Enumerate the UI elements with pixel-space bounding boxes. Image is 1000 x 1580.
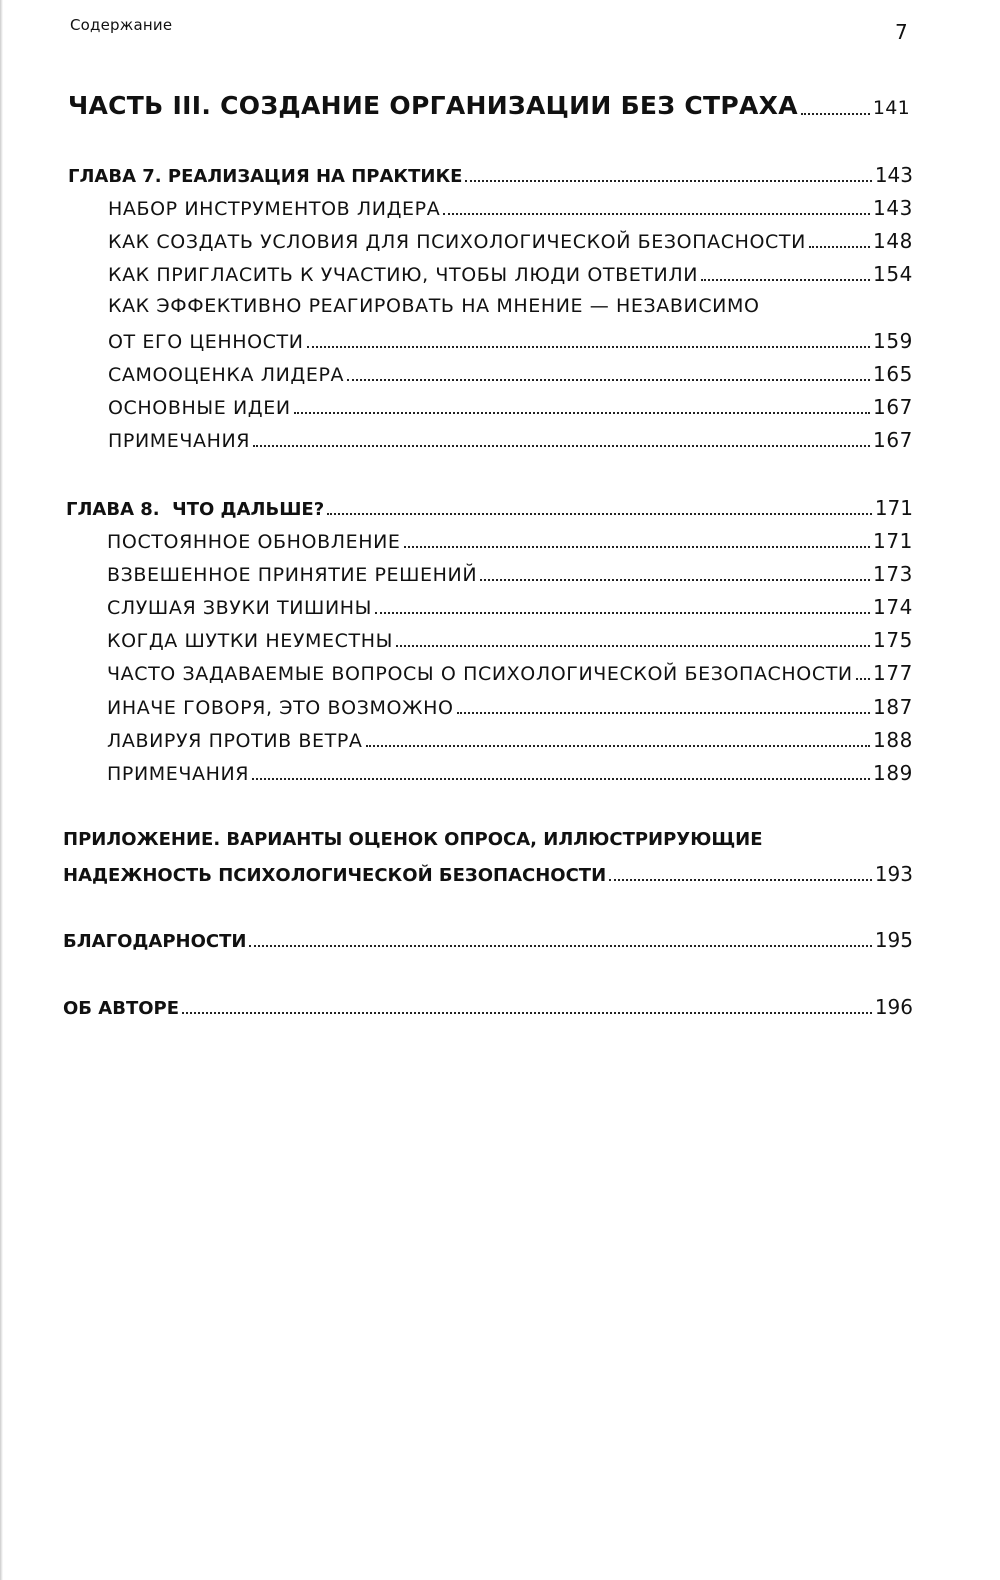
toc-item[interactable] bbox=[107, 628, 913, 652]
toc-chapter-7[interactable] bbox=[68, 163, 913, 187]
leader-dots bbox=[404, 546, 871, 548]
toc-acknowledgements[interactable] bbox=[63, 928, 913, 952]
toc-entry-page: 175 bbox=[873, 628, 913, 652]
toc-item[interactable] bbox=[108, 196, 913, 220]
toc-entry-page: 171 bbox=[873, 529, 913, 553]
toc-entry-page: 188 bbox=[873, 728, 913, 752]
toc-entry-page: 167 bbox=[873, 395, 913, 419]
toc-entry-title: НАДЕЖНОСТЬ ПСИХОЛОГИЧЕСКОЙ БЕЗОПАСНОСТИ bbox=[63, 865, 607, 886]
leader-dots bbox=[396, 645, 870, 647]
toc-item[interactable] bbox=[107, 728, 913, 752]
leader-dots bbox=[856, 678, 870, 680]
toc-entry-title: ОСНОВНЫЕ ИДЕИ bbox=[108, 397, 291, 419]
running-head: Содержание bbox=[70, 16, 173, 34]
toc-entry-title: БЛАГОДАРНОСТИ bbox=[63, 931, 247, 952]
toc-entry-page: 189 bbox=[873, 761, 913, 785]
toc-item[interactable] bbox=[107, 595, 913, 619]
toc-entry-title: ВЗВЕШЕННОЕ ПРИНЯТИЕ РЕШЕНИЙ bbox=[107, 564, 478, 586]
leader-dots bbox=[294, 412, 870, 414]
toc-entry-title: ЧАСТО ЗАДАВАЕМЫЕ ВОПРОСЫ О ПСИХОЛОГИЧЕСКОЙ БЕЗОПАСНОСТИ bbox=[107, 663, 853, 685]
toc-entry-title: ОТ ЕГО ЦЕННОСТИ bbox=[108, 331, 304, 353]
toc-entry-title: САМООЦЕНКА ЛИДЕРА bbox=[108, 364, 345, 386]
toc-entry-title: ОБ АВТОРЕ bbox=[63, 998, 180, 1019]
toc-entry-page: 165 bbox=[873, 362, 913, 386]
page-edge bbox=[0, 0, 3, 1580]
leader-dots bbox=[327, 513, 872, 515]
page-number: 7 bbox=[895, 20, 908, 44]
toc-item[interactable] bbox=[108, 362, 913, 386]
toc-item-title-line1: КАК ЭФФЕКТИВНО РЕАГИРОВАТЬ НА МНЕНИЕ — НЕЗАВИСИМО bbox=[108, 295, 760, 317]
leader-dots bbox=[366, 745, 871, 747]
toc-entry-page: 159 bbox=[873, 329, 913, 353]
toc-entry-page: 167 bbox=[873, 428, 913, 452]
toc-item[interactable] bbox=[107, 695, 913, 719]
toc-item[interactable] bbox=[107, 562, 913, 586]
leader-dots bbox=[457, 712, 870, 714]
toc-item[interactable] bbox=[108, 229, 913, 253]
toc-item[interactable] bbox=[107, 529, 913, 553]
leader-dots bbox=[249, 945, 871, 947]
toc-item[interactable] bbox=[108, 428, 913, 452]
toc-item[interactable] bbox=[107, 661, 913, 685]
leader-dots bbox=[347, 379, 870, 381]
toc-part-3[interactable] bbox=[68, 91, 910, 120]
toc-entry-title: ПОСТОЯННОЕ ОБНОВЛЕНИЕ bbox=[107, 531, 401, 553]
toc-entry-page: 196 bbox=[874, 995, 913, 1019]
toc-entry-page: 143 bbox=[873, 196, 913, 220]
toc-entry-page: 177 bbox=[873, 661, 913, 685]
toc-item[interactable] bbox=[107, 761, 913, 785]
toc-entry-page: 148 bbox=[873, 229, 913, 253]
leader-dots bbox=[465, 180, 871, 182]
leader-dots bbox=[252, 778, 870, 780]
leader-dots bbox=[609, 879, 872, 881]
toc-entry-page: 174 bbox=[873, 595, 913, 619]
toc-entry-title: ПРИМЕЧАНИЯ bbox=[107, 763, 250, 785]
leader-dots bbox=[801, 113, 870, 115]
toc-item[interactable] bbox=[108, 262, 913, 286]
leader-dots bbox=[253, 445, 870, 447]
toc-entry-title: ГЛАВА 8. ЧТО ДАЛЬШЕ? bbox=[66, 499, 325, 520]
toc-entry-page: 193 bbox=[874, 862, 913, 886]
toc-entry-title: НАБОР ИНСТРУМЕНТОВ ЛИДЕРА bbox=[108, 198, 441, 220]
leader-dots bbox=[809, 246, 870, 248]
toc-entry-page: 154 bbox=[873, 262, 913, 286]
toc-entry-page: 141 bbox=[872, 97, 910, 119]
toc-entry-title: ЧАСТЬ III. СОЗДАНИЕ ОРГАНИЗАЦИИ БЕЗ СТРАХА bbox=[68, 91, 798, 120]
leader-dots bbox=[443, 213, 870, 215]
toc-appendix[interactable] bbox=[63, 862, 913, 886]
toc-entry-title: ГЛАВА 7. РЕАЛИЗАЦИЯ НА ПРАКТИКЕ bbox=[68, 166, 463, 187]
toc-entry-title: КОГДА ШУТКИ НЕУМЕСТНЫ bbox=[107, 630, 393, 652]
leader-dots bbox=[480, 579, 870, 581]
toc-entry-title: ЛАВИРУЯ ПРОТИВ ВЕТРА bbox=[107, 730, 363, 752]
toc-chapter-8[interactable] bbox=[66, 496, 913, 520]
toc-entry-title: ИНАЧЕ ГОВОРЯ, ЭТО ВОЗМОЖНО bbox=[107, 697, 454, 719]
toc-entry-title: СЛУШАЯ ЗВУКИ ТИШИНЫ bbox=[107, 597, 373, 619]
toc-entry-page: 171 bbox=[874, 496, 913, 520]
toc-entry-title: ПРИМЕЧАНИЯ bbox=[108, 430, 251, 452]
leader-dots bbox=[701, 279, 870, 281]
leader-dots bbox=[307, 346, 870, 348]
toc-entry-title: КАК СОЗДАТЬ УСЛОВИЯ ДЛЯ ПСИХОЛОГИЧЕСКОЙ БЕЗОПАСНОСТИ bbox=[108, 231, 806, 253]
toc-entry-page: 143 bbox=[874, 163, 913, 187]
toc-entry-page: 195 bbox=[874, 928, 913, 952]
toc-about-author[interactable] bbox=[63, 995, 913, 1019]
toc-item[interactable] bbox=[108, 329, 913, 353]
toc-entry-page: 187 bbox=[873, 695, 913, 719]
toc-entry-title: КАК ПРИГЛАСИТЬ К УЧАСТИЮ, ЧТОБЫ ЛЮДИ ОТВЕТИЛИ bbox=[108, 264, 699, 286]
toc-entry-page: 173 bbox=[873, 562, 913, 586]
leader-dots bbox=[375, 612, 870, 614]
toc-appendix-title-line1: ПРИЛОЖЕНИЕ. ВАРИАНТЫ ОЦЕНОК ОПРОСА, ИЛЛЮСТРИРУЮЩИЕ bbox=[63, 829, 763, 850]
leader-dots bbox=[182, 1012, 872, 1014]
toc-item[interactable] bbox=[108, 395, 913, 419]
